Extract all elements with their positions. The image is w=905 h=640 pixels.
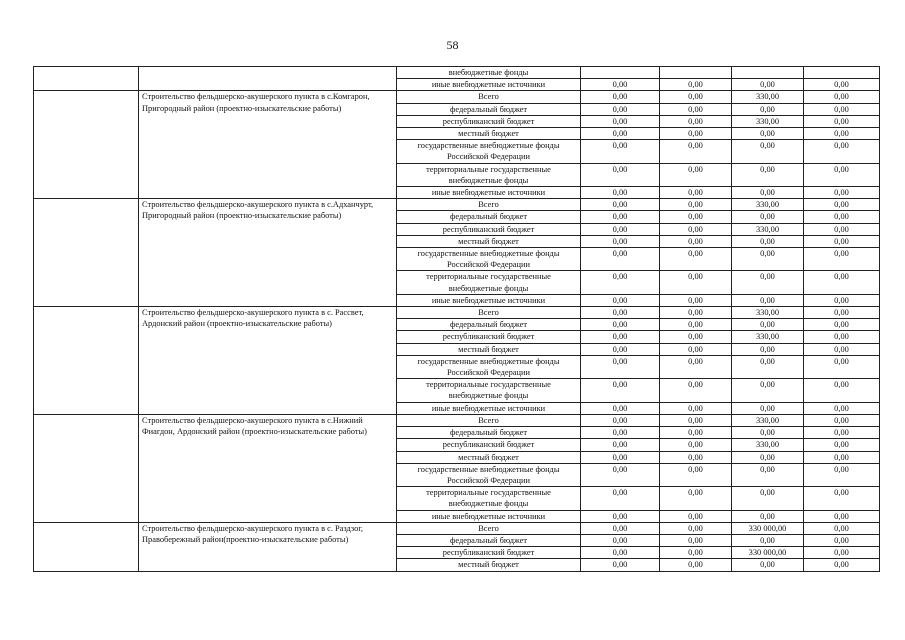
amount-cell: 0,00 xyxy=(804,414,880,426)
amount-cell: 0,00 xyxy=(804,91,880,103)
project-name-cell xyxy=(139,67,397,91)
amount-cell: 0,00 xyxy=(732,79,804,91)
amount-cell: 0,00 xyxy=(732,211,804,223)
amount-cell: 0,00 xyxy=(804,103,880,115)
amount-cell: 0,00 xyxy=(581,427,660,439)
funding-source-cell: республиканский бюджет xyxy=(397,223,581,235)
amount-cell: 0,00 xyxy=(732,319,804,331)
amount-cell: 0,00 xyxy=(804,355,880,378)
amount-cell: 0,00 xyxy=(660,140,732,163)
amount-cell: 0,00 xyxy=(804,547,880,559)
funding-source-cell: местный бюджет xyxy=(397,559,581,571)
funding-source-cell: государственные внебюджетные фонды Российской Федерации xyxy=(397,355,581,378)
amount-cell: 0,00 xyxy=(660,103,732,115)
amount-cell: 0,00 xyxy=(660,402,732,414)
amount-cell: 0,00 xyxy=(804,559,880,571)
amount-cell: 0,00 xyxy=(804,427,880,439)
amount-cell: 0,00 xyxy=(804,211,880,223)
funding-source-cell: республиканский бюджет xyxy=(397,115,581,127)
amount-cell: 0,00 xyxy=(732,559,804,571)
amount-cell: 0,00 xyxy=(804,271,880,294)
amount-cell: 0,00 xyxy=(804,343,880,355)
funding-source-cell: республиканский бюджет xyxy=(397,547,581,559)
amount-cell xyxy=(804,67,880,79)
row-number-cell xyxy=(34,91,139,199)
amount-cell: 0,00 xyxy=(660,534,732,546)
amount-cell: 0,00 xyxy=(660,91,732,103)
project-name-cell: Строительство фельдшерско-акушерского пункта в с.Комгарон, Пригородный район (проектно-изыскательские работы) xyxy=(139,91,397,199)
row-number-cell xyxy=(34,414,139,522)
funding-source-cell: федеральный бюджет xyxy=(397,211,581,223)
amount-cell: 0,00 xyxy=(581,559,660,571)
row-number-cell xyxy=(34,199,139,307)
amount-cell: 0,00 xyxy=(804,294,880,306)
amount-cell: 0,00 xyxy=(581,319,660,331)
amount-cell: 0,00 xyxy=(804,402,880,414)
table-row xyxy=(34,522,880,534)
funding-source-cell: федеральный бюджет xyxy=(397,534,581,546)
amount-cell: 0,00 xyxy=(732,128,804,140)
funding-source-cell: Всего xyxy=(397,414,581,426)
amount-cell: 0,00 xyxy=(804,463,880,486)
amount-cell: 0,00 xyxy=(804,128,880,140)
amount-cell: 0,00 xyxy=(581,163,660,186)
amount-cell xyxy=(581,67,660,79)
funding-source-cell: иные внебюджетные источники xyxy=(397,187,581,199)
amount-cell: 0,00 xyxy=(660,294,732,306)
project-name-cell: Строительство фельдшерско-акушерского пункта в с. Раздзог, Правобережный район(проектно-изыскательские работы) xyxy=(139,522,397,571)
amount-cell: 0,00 xyxy=(804,439,880,451)
row-number-cell xyxy=(34,522,139,571)
amount-cell: 0,00 xyxy=(804,522,880,534)
amount-cell: 0,00 xyxy=(581,91,660,103)
funding-source-cell: государственные внебюджетные фонды Российской Федерации xyxy=(397,140,581,163)
funding-source-cell: республиканский бюджет xyxy=(397,331,581,343)
funding-source-cell: территориальные государственные внебюджетные фонды xyxy=(397,487,581,510)
amount-cell: 0,00 xyxy=(660,79,732,91)
amount-cell: 0,00 xyxy=(660,211,732,223)
amount-cell: 0,00 xyxy=(581,248,660,271)
amount-cell: 0,00 xyxy=(581,223,660,235)
amount-cell: 0,00 xyxy=(581,534,660,546)
row-number-cell xyxy=(34,307,139,415)
amount-cell: 0,00 xyxy=(660,355,732,378)
funding-source-cell: федеральный бюджет xyxy=(397,319,581,331)
amount-cell: 330,00 xyxy=(732,414,804,426)
amount-cell: 0,00 xyxy=(581,128,660,140)
amount-cell: 0,00 xyxy=(660,271,732,294)
amount-cell: 0,00 xyxy=(732,140,804,163)
amount-cell: 0,00 xyxy=(660,248,732,271)
amount-cell: 0,00 xyxy=(581,510,660,522)
amount-cell: 0,00 xyxy=(581,235,660,247)
table-row xyxy=(34,67,880,79)
amount-cell: 0,00 xyxy=(804,534,880,546)
amount-cell: 0,00 xyxy=(581,487,660,510)
amount-cell: 0,00 xyxy=(660,343,732,355)
amount-cell: 0,00 xyxy=(732,103,804,115)
funding-source-cell: федеральный бюджет xyxy=(397,103,581,115)
amount-cell: 0,00 xyxy=(732,248,804,271)
amount-cell: 0,00 xyxy=(581,115,660,127)
amount-cell: 330,00 xyxy=(732,439,804,451)
amount-cell: 0,00 xyxy=(581,547,660,559)
table-row xyxy=(34,199,880,211)
amount-cell: 0,00 xyxy=(804,379,880,402)
amount-cell: 0,00 xyxy=(732,510,804,522)
amount-cell xyxy=(660,67,732,79)
funding-source-cell: территориальные государственные внебюджетные фонды xyxy=(397,379,581,402)
amount-cell: 0,00 xyxy=(660,559,732,571)
amount-cell: 0,00 xyxy=(804,451,880,463)
amount-cell: 0,00 xyxy=(660,427,732,439)
funding-source-cell: Всего xyxy=(397,199,581,211)
amount-cell: 0,00 xyxy=(804,319,880,331)
amount-cell: 0,00 xyxy=(581,187,660,199)
amount-cell: 0,00 xyxy=(804,487,880,510)
amount-cell: 0,00 xyxy=(581,103,660,115)
amount-cell: 0,00 xyxy=(732,235,804,247)
funding-source-cell: Всего xyxy=(397,307,581,319)
funding-source-cell: местный бюджет xyxy=(397,343,581,355)
table-row xyxy=(34,414,880,426)
amount-cell: 0,00 xyxy=(660,379,732,402)
amount-cell: 0,00 xyxy=(804,199,880,211)
amount-cell: 0,00 xyxy=(660,414,732,426)
amount-cell: 0,00 xyxy=(660,115,732,127)
amount-cell: 0,00 xyxy=(804,331,880,343)
amount-cell: 0,00 xyxy=(660,451,732,463)
amount-cell: 0,00 xyxy=(581,343,660,355)
budget-table xyxy=(33,66,880,572)
amount-cell: 0,00 xyxy=(732,487,804,510)
amount-cell: 0,00 xyxy=(581,79,660,91)
funding-source-cell: иные внебюджетные источники xyxy=(397,79,581,91)
budget-table-body xyxy=(34,67,880,572)
amount-cell: 0,00 xyxy=(581,331,660,343)
amount-cell: 0,00 xyxy=(581,271,660,294)
funding-source-cell: местный бюджет xyxy=(397,235,581,247)
amount-cell: 0,00 xyxy=(660,307,732,319)
funding-source-cell: иные внебюджетные источники xyxy=(397,510,581,522)
amount-cell: 0,00 xyxy=(732,534,804,546)
amount-cell: 0,00 xyxy=(581,439,660,451)
funding-source-cell: территориальные государственные внебюджетные фонды xyxy=(397,163,581,186)
amount-cell: 0,00 xyxy=(581,199,660,211)
amount-cell: 0,00 xyxy=(804,140,880,163)
funding-source-cell: местный бюджет xyxy=(397,128,581,140)
amount-cell: 0,00 xyxy=(804,307,880,319)
amount-cell: 0,00 xyxy=(732,355,804,378)
amount-cell: 330,00 xyxy=(732,91,804,103)
funding-source-cell: внебюджетные фонды xyxy=(397,67,581,79)
amount-cell: 0,00 xyxy=(660,463,732,486)
amount-cell: 0,00 xyxy=(732,187,804,199)
amount-cell: 0,00 xyxy=(732,343,804,355)
page-number: 58 xyxy=(446,38,459,52)
project-name-cell: Строительство фельдшерско-акушерского пункта в с.Адханчурт, Пригородный район (проектно-изыскательские работы) xyxy=(139,199,397,307)
amount-cell: 0,00 xyxy=(581,307,660,319)
amount-cell: 330,00 xyxy=(732,307,804,319)
amount-cell: 0,00 xyxy=(581,140,660,163)
funding-source-cell: территориальные государственные внебюджетные фонды xyxy=(397,271,581,294)
amount-cell: 0,00 xyxy=(660,331,732,343)
amount-cell: 0,00 xyxy=(581,414,660,426)
table-row xyxy=(34,91,880,103)
amount-cell: 330,00 xyxy=(732,331,804,343)
funding-source-cell: республиканский бюджет xyxy=(397,439,581,451)
amount-cell: 0,00 xyxy=(732,163,804,186)
amount-cell: 0,00 xyxy=(732,271,804,294)
amount-cell: 330 000,00 xyxy=(732,522,804,534)
amount-cell: 0,00 xyxy=(732,427,804,439)
amount-cell: 0,00 xyxy=(804,163,880,186)
amount-cell: 330,00 xyxy=(732,115,804,127)
amount-cell: 0,00 xyxy=(660,128,732,140)
amount-cell: 330 000,00 xyxy=(732,547,804,559)
amount-cell: 0,00 xyxy=(660,319,732,331)
amount-cell: 0,00 xyxy=(660,223,732,235)
amount-cell: 0,00 xyxy=(660,510,732,522)
project-name-cell: Строительство фельдшерско-акушерского пункта в с. Рассвет, Ардонский район (проектно-изыскательские работы) xyxy=(139,307,397,415)
amount-cell: 0,00 xyxy=(581,355,660,378)
amount-cell: 0,00 xyxy=(660,199,732,211)
amount-cell: 0,00 xyxy=(732,402,804,414)
funding-source-cell: Всего xyxy=(397,522,581,534)
amount-cell: 0,00 xyxy=(804,510,880,522)
amount-cell: 0,00 xyxy=(581,211,660,223)
amount-cell: 0,00 xyxy=(581,379,660,402)
amount-cell: 0,00 xyxy=(804,79,880,91)
amount-cell: 0,00 xyxy=(660,487,732,510)
row-number-cell xyxy=(34,67,139,91)
amount-cell: 0,00 xyxy=(581,463,660,486)
amount-cell: 0,00 xyxy=(804,223,880,235)
amount-cell: 0,00 xyxy=(804,115,880,127)
project-name-cell: Строительство фельдшерско-акушерского пункта в с.Нижний Фиагдон, Ардонский район (проектно-изыскательские работы) xyxy=(139,414,397,522)
amount-cell: 0,00 xyxy=(660,439,732,451)
amount-cell: 0,00 xyxy=(581,451,660,463)
amount-cell: 0,00 xyxy=(660,187,732,199)
amount-cell: 330,00 xyxy=(732,223,804,235)
amount-cell: 0,00 xyxy=(804,248,880,271)
amount-cell: 0,00 xyxy=(660,235,732,247)
amount-cell: 0,00 xyxy=(732,463,804,486)
funding-source-cell: Всего xyxy=(397,91,581,103)
amount-cell: 0,00 xyxy=(660,547,732,559)
funding-source-cell: государственные внебюджетные фонды Российской Федерации xyxy=(397,463,581,486)
amount-cell: 0,00 xyxy=(732,451,804,463)
amount-cell: 0,00 xyxy=(804,187,880,199)
amount-cell: 0,00 xyxy=(804,235,880,247)
funding-source-cell: местный бюджет xyxy=(397,451,581,463)
funding-source-cell: иные внебюджетные источники xyxy=(397,402,581,414)
amount-cell: 0,00 xyxy=(581,294,660,306)
amount-cell xyxy=(732,67,804,79)
table-row xyxy=(34,307,880,319)
amount-cell: 0,00 xyxy=(732,294,804,306)
amount-cell: 0,00 xyxy=(732,379,804,402)
amount-cell: 0,00 xyxy=(581,402,660,414)
amount-cell: 0,00 xyxy=(660,163,732,186)
funding-source-cell: государственные внебюджетные фонды Российской Федерации xyxy=(397,248,581,271)
amount-cell: 0,00 xyxy=(581,522,660,534)
funding-source-cell: иные внебюджетные источники xyxy=(397,294,581,306)
amount-cell: 0,00 xyxy=(660,522,732,534)
funding-source-cell: федеральный бюджет xyxy=(397,427,581,439)
amount-cell: 330,00 xyxy=(732,199,804,211)
